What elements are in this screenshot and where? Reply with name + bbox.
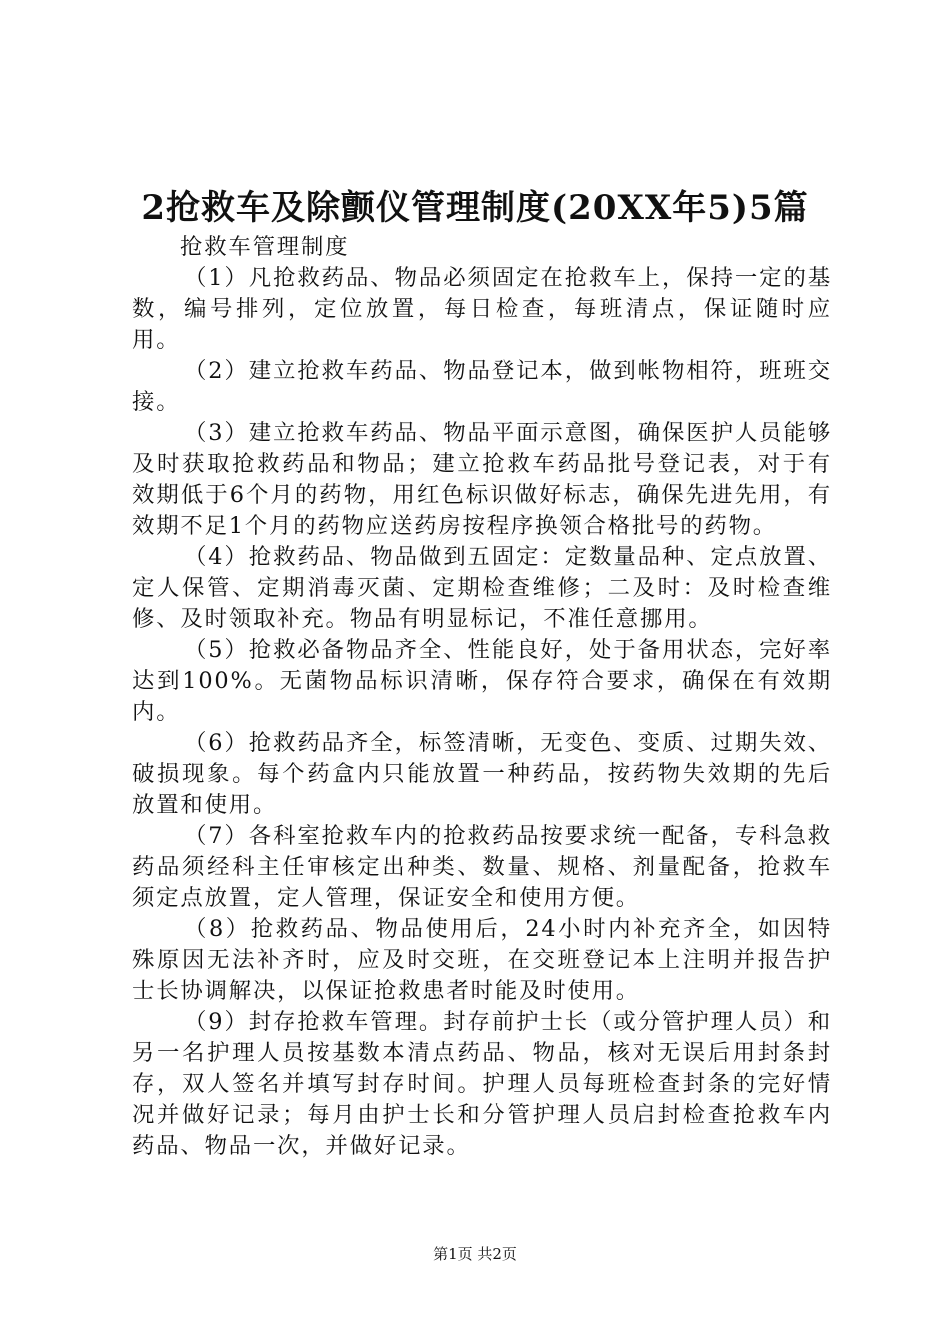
paragraph-2: （2）建立抢救车药品、物品登记本，做到帐物相符，班班交接。 <box>132 358 832 415</box>
document-body <box>132 232 832 1162</box>
section-heading: 抢救车管理制度 <box>180 234 350 260</box>
paragraph-6: （6）抢救药品齐全，标签清晰，无变色、变质、过期失效、破损现象。每个药盒内只能放置一种药品，按药物失效期的先后放置和使用。 <box>132 730 832 818</box>
paragraph-4: （4）抢救药品、物品做到五固定：定数量品种、定点放置、定人保管、定期消毒灭菌、定期检查维修；二及时：及时检查维修、及时领取补充。物品有明显标记，不准任意挪用。 <box>132 544 832 632</box>
document-title: 2抢救车及除颤仪管理制度(20XX年5)5篇 <box>141 188 809 228</box>
paragraph-7: （7）各科室抢救车内的抢救药品按要求统一配备，专科急救药品须经科主任审核定出种类、数量、规格、剂量配备，抢救车须定点放置，定人管理，保证安全和使用方便。 <box>132 823 832 911</box>
paragraph-5: （5）抢救必备物品齐全、性能良好，处于备用状态，完好率达到100%。无菌物品标识清晰，保存符合要求，确保在有效期内。 <box>132 637 832 725</box>
paragraph-3: （3）建立抢救车药品、物品平面示意图，确保医护人员能够及时获取抢救药品和物品；建立抢救车药品批号登记表，对于有效期低于6个月的药物，用红色标识做好标志，确保先进先用，有效期不足1个月的药物应送药房按程序换领合格批号的药物。 <box>132 420 832 539</box>
page-number-footer: 第1页 共2页 <box>433 1245 517 1263</box>
paragraph-1: （1）凡抢救药品、物品必须固定在抢救车上，保持一定的基数，编号排列，定位放置，每日检查，每班清点，保证随时应用。 <box>132 265 832 353</box>
paragraph-8: （8）抢救药品、物品使用后，24小时内补充齐全，如因特殊原因无法补齐时，应及时交班，在交班登记本上注明并报告护士长协调解决，以保证抢救患者时能及时使用。 <box>132 916 832 1004</box>
paragraph-9: （9）封存抢救车管理。封存前护士长（或分管护理人员）和另一名护理人员按基数本清点药品、物品，核对无误后用封条封存，双人签名并填写封存时间。护理人员每班检查封条的完好情况并做好记录；每月由护士长和分管护理人员启封检查抢救车内药品、物品一次，并做好记录。 <box>132 1009 832 1159</box>
